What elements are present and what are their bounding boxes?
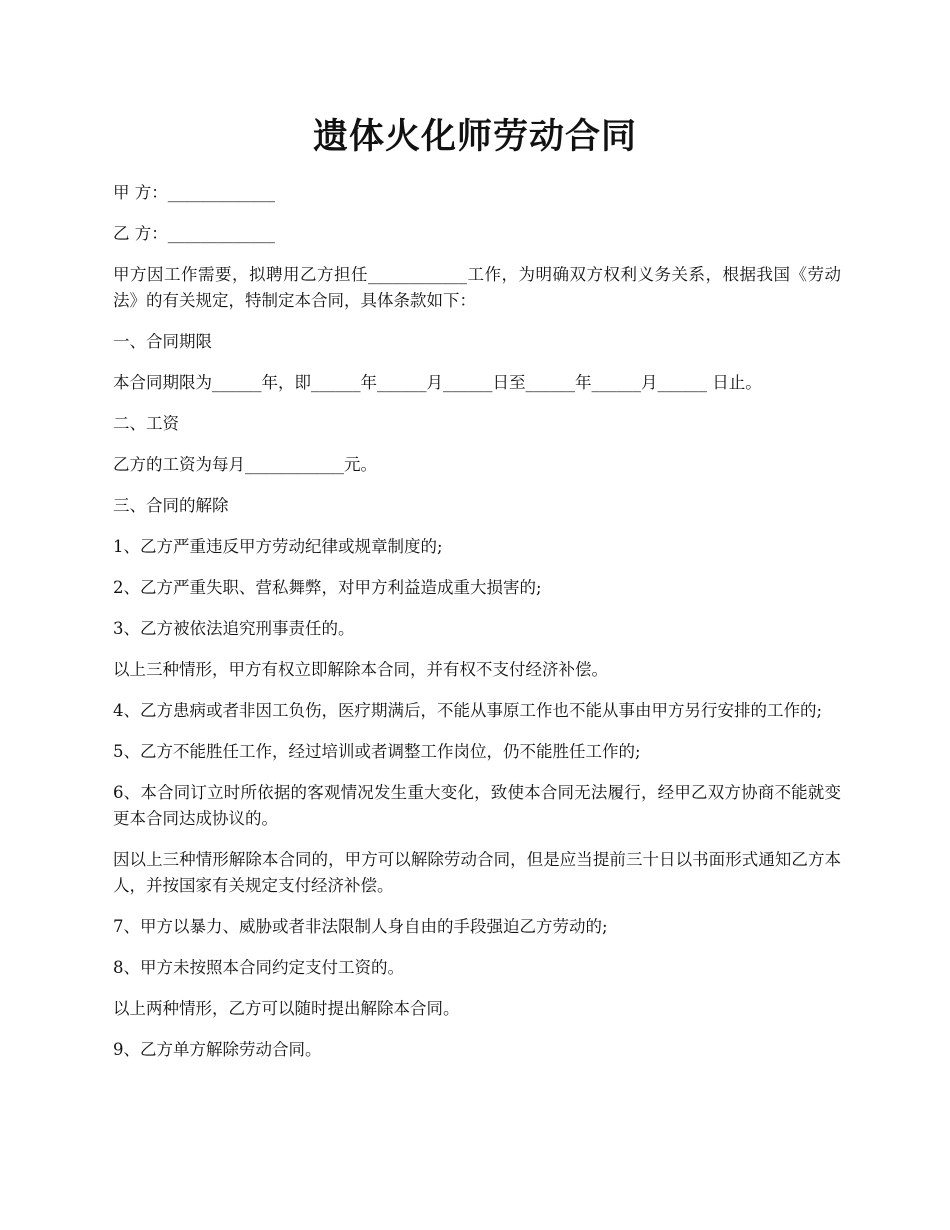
clause-6: 6、本合同订立时所依据的客观情况发生重大变化，致使本合同无法履行，经甲乙双方协商不能就变更本合同达成协议的。 xyxy=(113,783,841,828)
section-heading-salary: 二、工资 xyxy=(113,414,179,433)
salary-paragraph: 乙方的工资为每月____________元。 xyxy=(113,455,377,474)
clause-2: 2、乙方严重失职、营私舞弊，对甲方利益造成重大损害的; xyxy=(113,578,542,597)
summary-paragraph-3: 以上两种情形，乙方可以随时提出解除本合同。 xyxy=(113,999,460,1018)
clause-3: 3、乙方被依法追究刑事责任的。 xyxy=(113,619,355,638)
party-a-line: 甲 方：_____________ xyxy=(113,183,275,202)
clause-1: 1、乙方严重违反甲方劳动纪律或规章制度的; xyxy=(113,537,443,556)
term-paragraph: 本合同期限为______年，即______年______月______日至______年______月______ 日止。 xyxy=(113,373,762,392)
document-body xyxy=(113,180,841,1078)
clause-8: 8、甲方未按照本合同约定支付工资的。 xyxy=(113,958,404,977)
party-b-line: 乙 方：_____________ xyxy=(113,224,275,243)
clause-5: 5、乙方不能胜任工作，经过培训或者调整工作岗位，仍不能胜任工作的; xyxy=(113,742,641,761)
summary-paragraph-2: 因以上三种情形解除本合同的，甲方可以解除劳动合同，但是应当提前三十日以书面形式通知乙方本人，并按国家有关规定支付经济补偿。 xyxy=(113,850,841,895)
section-heading-termination: 三、合同的解除 xyxy=(113,496,229,515)
clause-9: 9、乙方单方解除劳动合同。 xyxy=(113,1040,322,1059)
clause-7: 7、甲方以暴力、威胁或者非法限制人身自由的手段强迫乙方劳动的; xyxy=(113,917,608,936)
section-heading-term: 一、合同期限 xyxy=(113,332,212,351)
summary-paragraph-1: 以上三种情形，甲方有权立即解除本合同，并有权不支付经济补偿。 xyxy=(113,660,608,679)
clause-4: 4、乙方患病或者非因工负伤，医疗期满后，不能从事原工作也不能从事由甲方另行安排的工作的; xyxy=(113,701,823,720)
preamble-paragraph: 甲方因工作需要，拟聘用乙方担任____________工作，为明确双方权利义务关系，根据我国《劳动法》的有关规定，特制定本合同，具体条款如下： xyxy=(113,265,841,310)
document-title: 遗体火化师劳动合同 xyxy=(312,116,637,157)
